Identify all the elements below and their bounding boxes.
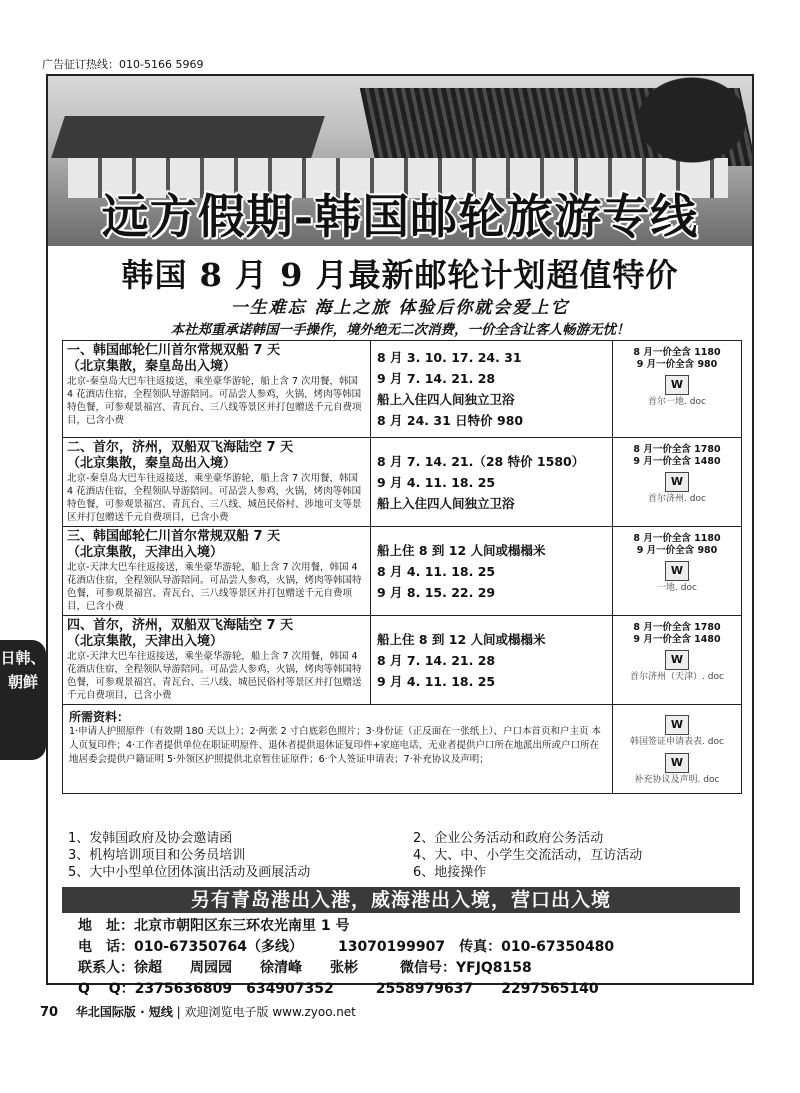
route-dates xyxy=(371,527,613,615)
route-origin: （北京集散，秦皇岛出入境） xyxy=(67,456,237,471)
route-desc: 北京-秦皇岛大巴车往返接送，乘坐豪华游轮，船上含 7 次用餐，韩国 4 花酒店住宿，全程领队导游陪同。可品尝人参鸡，火锅，烤肉等韩国特色餐，可参观景福宫、青瓦台、三八线、城邑民俗村、涉地可支等景区并打包赠送千元自费项目，已含小费 xyxy=(67,473,362,523)
date-line: 9 月 4. 11. 18. 25 xyxy=(377,474,496,490)
service-item: 1、发韩国政府及协会邀请函 xyxy=(68,831,233,846)
route-info xyxy=(63,616,371,704)
date-line: 船上入住四人间独立卫浴 xyxy=(377,495,515,511)
price-sep: 9 月一价全含 1480 xyxy=(633,456,721,467)
doc-filename[interactable]: 首尔一地. doc xyxy=(648,397,706,407)
route-dates xyxy=(371,341,613,437)
date-line: 8 月 4. 11. 18. 25 xyxy=(377,563,496,579)
route-title: 四、首尔，济州，双船双飞海陆空 7 天 xyxy=(67,618,294,633)
date-line: 8 月 7. 14. 21. 28 xyxy=(377,652,496,668)
doc-filename[interactable]: 首尔济州. doc xyxy=(648,494,706,504)
service-item: 2、企业公务活动和政府公务活动 xyxy=(413,831,604,846)
service-item: 5、大中小型单位团体演出活动及画展活动 xyxy=(68,865,311,880)
route-price xyxy=(613,341,741,437)
date-line: 船上入住四人间独立卫浴 xyxy=(377,392,515,407)
doc-filename[interactable]: 韩国签证申请表表. doc xyxy=(630,737,724,747)
route-info xyxy=(63,438,371,526)
doc-filename[interactable]: 一地. doc xyxy=(657,583,697,593)
contact-block xyxy=(78,916,738,1000)
route-price xyxy=(613,438,741,526)
date-line: 船上住 8 到 12 人间或榻榻米 xyxy=(377,542,546,558)
roof-left xyxy=(51,116,325,158)
price-sep: 9 月一价全含 1480 xyxy=(633,634,721,645)
word-doc-icon[interactable]: W xyxy=(665,753,689,773)
route-desc: 北京-秦皇岛大巴车往返接送，乘坐豪华游轮，船上含 7 次用餐，韩国 4 花酒店住宿，全程领队导游陪同。可品尝人参鸡，火锅，烤肉等韩国特色餐，可参观景福宫、青瓦台、三八线等景区并打包赠送千元自费项目，已含小费 xyxy=(67,376,362,426)
ad-hotline: 广告征订热线：010-5166 5969 xyxy=(42,58,204,71)
ad-promise: 本社郑重承诺韩国一手操作，境外绝无二次消费，一价全含让客人畅游无忧！ xyxy=(170,322,630,338)
hero-image xyxy=(48,76,752,246)
requirements-heading: 所需资料： xyxy=(69,710,130,724)
route-title: 二、首尔，济州，双船双飞海陆空 7 天 xyxy=(67,440,294,455)
route-dates xyxy=(371,616,613,704)
requirements-text: 1·申请人护照原件（有效期 180 天以上）；2·两张 2 寸白底彩色照片；3·身份证（正反面在一张纸上）、户口本首页和户主页 本人页复印件；4·工作者提供单位在职证明原件、退休者提供退休证复印件+家庭电话、无业者提供户口所在地派出所或户口所在地居委会提供户籍证明 5·外领区护照提供北京暂住证原件；6·个人签证申请表；7·补充协议及声明； xyxy=(69,726,601,765)
date-line: 船上住 8 到 12 人间或榻榻米 xyxy=(377,631,546,647)
route-info xyxy=(63,341,371,437)
route-info xyxy=(63,527,371,615)
doc-filename[interactable]: 补充协议及声明. doc xyxy=(634,775,720,785)
route-row xyxy=(63,438,741,527)
ad-title: 远方假期-韩国邮轮旅游专线 xyxy=(101,190,699,245)
route-title: 一、韩国邮轮仁川首尔常规双船 7 天 xyxy=(67,343,281,358)
pine-tree xyxy=(608,76,748,186)
word-doc-icon[interactable]: W xyxy=(665,561,689,581)
date-line: 8 月 7. 14. 21.（28 特价 1580） xyxy=(377,453,585,469)
date-line: 9 月 8. 15. 22. 29 xyxy=(377,584,496,600)
page-footer xyxy=(40,1003,356,1020)
ad-slogan: 一生难忘 海上之旅 体验后你就会爱上它 xyxy=(230,298,570,318)
word-doc-icon[interactable]: W xyxy=(665,650,689,670)
service-item: 3、机构培训项目和公务员培训 xyxy=(68,848,246,863)
contact-people: 联系人：徐超 周园园 徐清峰 张彬 微信号：YFJQ8158 xyxy=(78,960,532,976)
route-row xyxy=(63,527,741,616)
route-title: 三、韩国邮轮仁川首尔常规双船 7 天 xyxy=(67,529,281,544)
requirements-row xyxy=(63,705,741,793)
contact-address: 地 址：北京市朝阳区东三环农光南里 1 号 xyxy=(78,918,350,934)
route-row xyxy=(63,341,741,438)
contact-qq: Q Q：2375636809 634907352 2558979637 2297565140 xyxy=(78,981,599,997)
ports-banner: 另有青岛港出入港，威海港出入境，营口出入境 xyxy=(62,887,740,913)
price-aug: 8 月一价全含 1780 xyxy=(633,444,721,455)
footer-section: 华北国际版 · 短线 xyxy=(75,1005,173,1019)
route-desc: 北京-天津大巴车往返接送，乘坐豪华游轮，船上含 7 次用餐，韩国 4 花酒店住宿，全程领队导游陪同。可品尝人参鸡，火锅，烤肉等韩国特色餐，可参观景福宫、青瓦台、三八线等景区并打包赠送千元自费项目，已含小费 xyxy=(67,562,362,612)
ad-subtitle: 韩国 8 月 9 月最新邮轮计划超值特价 xyxy=(121,256,679,294)
services-list xyxy=(68,830,738,881)
date-line: 9 月 7. 14. 21. 28 xyxy=(377,371,496,386)
route-table xyxy=(62,340,742,794)
requirements-files xyxy=(613,705,741,793)
route-dates xyxy=(371,438,613,526)
route-origin: （北京集散，天津出入境） xyxy=(67,545,224,560)
page-number: 70 xyxy=(40,1005,59,1020)
route-row xyxy=(63,616,741,705)
section-side-tab: 日韩、朝鲜 xyxy=(0,640,46,760)
price-aug: 8 月一价全含 1780 xyxy=(633,622,721,633)
service-item: 4、大、中、小学生交流活动，互访活动 xyxy=(413,848,643,863)
contact-phone: 电 话：010-67350764（多线） 13070199907 传真：010-67350480 xyxy=(78,939,615,955)
ad-frame xyxy=(46,74,754,997)
footer-web[interactable]: 欢迎浏览电子版 www.zyoo.net xyxy=(184,1005,356,1019)
price-sep: 9 月一价全含 980 xyxy=(636,545,718,556)
date-line: 9 月 4. 11. 18. 25 xyxy=(377,673,496,689)
route-origin: （北京集散，秦皇岛出入境） xyxy=(67,359,237,374)
route-price xyxy=(613,616,741,704)
service-item: 6、地接操作 xyxy=(413,865,487,880)
word-doc-icon[interactable]: W xyxy=(665,715,689,735)
date-line: 8 月 3. 10. 17. 24. 31 xyxy=(377,350,522,365)
route-desc: 北京-天津大巴车往返接送，乘坐豪华游轮，船上含 7 次用餐，韩国 4 花酒店住宿，全程领队导游陪同。可品尝人参鸡，火锅，烤肉等韩国特色餐，可参观景福宫、青瓦台、三八线、城邑民俗村等景区并打包赠送千元自费项目，已含小费 xyxy=(67,651,362,701)
word-doc-icon[interactable]: W xyxy=(665,472,689,492)
price-aug: 8 月一价全含 1180 xyxy=(633,347,721,358)
route-price xyxy=(613,527,741,615)
price-aug: 8 月一价全含 1180 xyxy=(633,533,721,544)
route-origin: （北京集散，天津出入境） xyxy=(67,634,224,649)
date-line: 8 月 24. 31 日特价 980 xyxy=(377,413,524,428)
footer-divider: | xyxy=(176,1005,185,1019)
price-sep: 9 月一价全含 980 xyxy=(636,359,718,370)
requirements-info xyxy=(63,705,613,793)
word-doc-icon[interactable]: W xyxy=(665,375,689,395)
doc-filename[interactable]: 首尔济州（天津）. doc xyxy=(630,672,724,682)
